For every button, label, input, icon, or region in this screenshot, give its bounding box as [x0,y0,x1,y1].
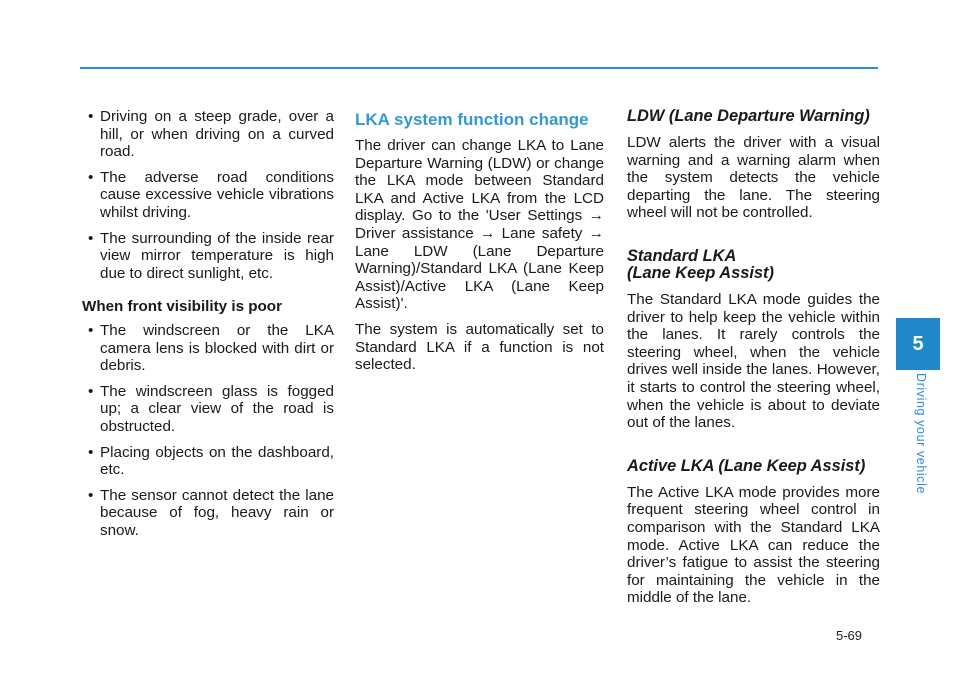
chapter-tab: 5 [896,318,940,370]
conditions-list [82,108,334,282]
chapter-title: Driving your vehicle [914,373,928,495]
paragraph: The driver can change LKA to Lane Departure Warning (LDW) or change the LKA mode between Standard LKA and Active LKA from the LCD display. Go to the 'User Settings → Driver assistance → Lane safety → Lane LDW (Lane Departure Warning)/Standard LKA (Lane Keep Assist)/Active LKA (Lane Keep Assist)'. [355,137,604,313]
list-item: • The windscreen glass is fogged up; a clear view of the road is obstructed. [82,383,334,436]
header-rule [80,67,878,69]
mode-description: The Standard LKA mode guides the driver to help keep the vehicle within the lanes. It rarely controls the steering wheel, when the vehicle drives well inside the lanes. However, it starts to control the steering wheel, when the vehicle is about to deviate out of the lanes. [627,290,880,432]
column-right [627,108,880,633]
column-left [82,108,334,547]
mode-title: Standard LKA (Lane Keep Assist) [627,246,774,282]
list-item: • Placing objects on the dashboard, etc. [82,444,334,479]
list-item: • The sensor cannot detect the lane because of fog, heavy rain or snow. [82,487,334,540]
mode-title: LDW (Lane Departure Warning) [627,107,870,125]
mode-title: Active LKA (Lane Keep Assist) [627,456,866,475]
visibility-list [82,322,334,540]
page-number: 5-69 [836,628,863,643]
mode-description: The Active LKA mode provides more frequent steering wheel control in comparison with the Standard LKA mode. Active LKA can reduce the driver’s fatigue to assist the steering for maintaining the vehicle in the middle of the lane. [627,483,880,607]
list-item: • The surrounding of the inside rear view mirror temperature is high due to direct sunlight, etc. [82,230,334,283]
list-item: • The windscreen or the LKA camera lens is blocked with dirt or debris. [82,322,334,375]
mode-active-lka [627,458,880,607]
column-middle [355,110,604,382]
list-item: • The adverse road conditions cause excessive vehicle vibrations whilst driving. [82,169,334,222]
visibility-subheading: When front visibility is poor [82,298,282,316]
mode-ldw [627,108,880,222]
mode-standard-lka [627,248,880,432]
section-heading: LKA system function change [355,110,589,129]
mode-description: LDW alerts the driver with a visual warning and a warning alarm when the system detects the vehicle departing the lane. The steering wheel will not be controlled. [627,134,880,222]
list-item: • Driving on a steep grade, over a hill, or when driving on a curved road. [82,108,334,161]
paragraph: The system is automatically set to Standard LKA if a function is not selected. [355,320,604,374]
